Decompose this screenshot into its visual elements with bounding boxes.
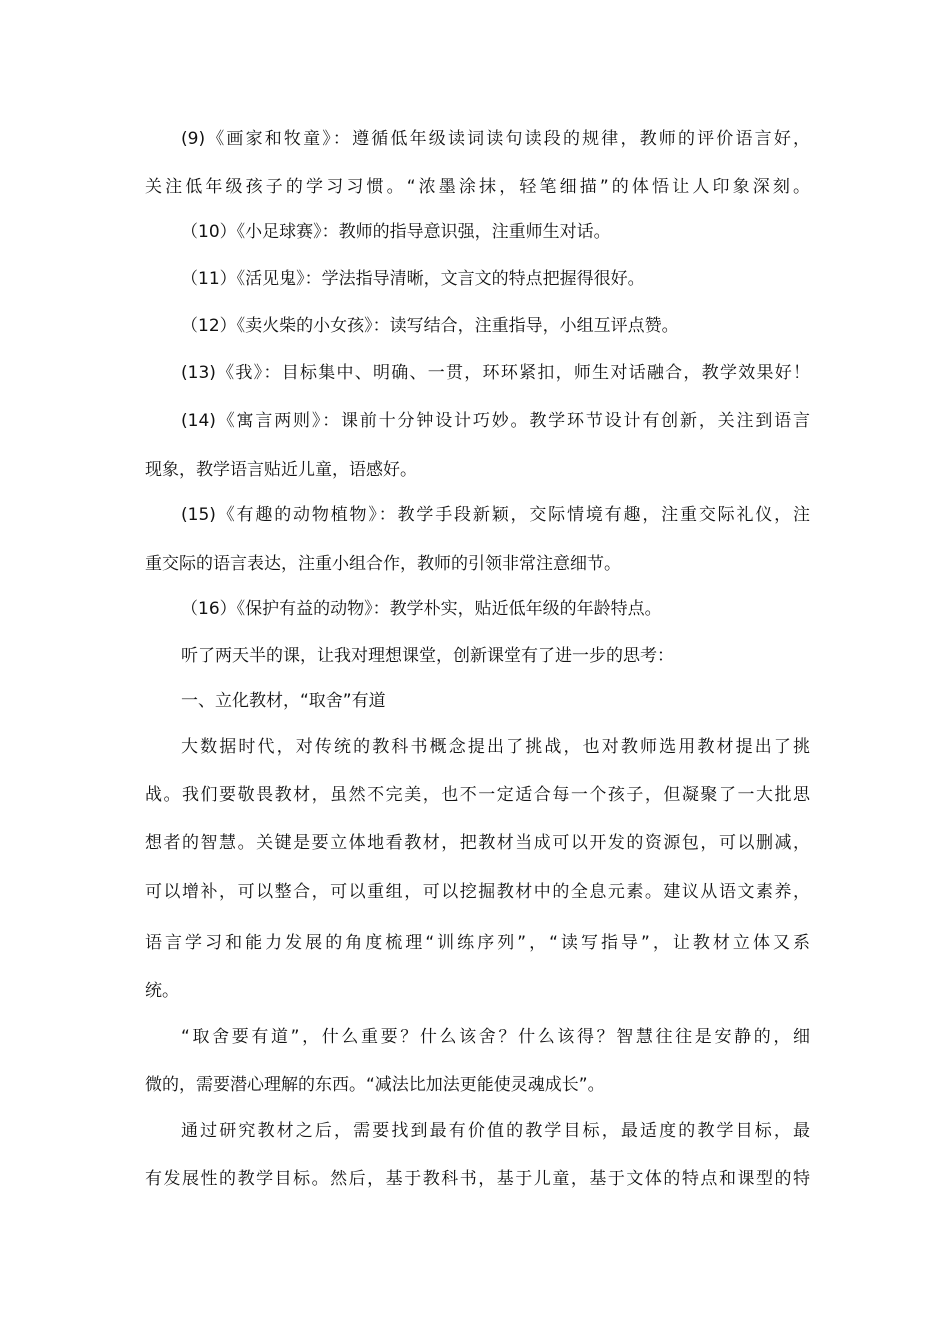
text-line: （10）《小足球赛》：教师的指导意识强，注重师生对话。 [181, 222, 611, 242]
text-line: 统。 [145, 981, 179, 1001]
text-line: 想者的智慧。关键是要立体地看教材，把教材当成可以开发的资源包，可以删减， [145, 833, 810, 853]
text-line: 战。我们要敬畏教材，虽然不完美，也不一定适合每一个孩子，但凝聚了一大批思 [145, 785, 810, 805]
text-line: 微的，需要潜心理解的东西。“减法比加法更能使灵魂成长”。 [145, 1075, 605, 1095]
section-heading: 一、立化教材，“取舍”有道 [181, 691, 386, 711]
text-line: 现象，教学语言贴近儿童，语感好。 [145, 460, 417, 480]
text-line: 重交际的语言表达，注重小组合作，教师的引领非常注意细节。 [145, 554, 621, 574]
text-line: (15)《有趣的动物植物》：教学手段新颖，交际情境有趣，注重交际礼仪，注 [181, 505, 810, 525]
text-line: 大数据时代，对传统的教科书概念提出了挑战，也对教师选用教材提出了挑 [181, 737, 810, 757]
text-line: 语言学习和能力发展的角度梳理“训练序列”，“读写指导”，让教材立体又系 [145, 933, 810, 953]
text-line: 关注低年级孩子的学习习惯。“浓墨涂抹，轻笔细描”的体悟让人印象深刻。 [145, 177, 810, 197]
text-line: （11）《活见鬼》：学法指导清晰，文言文的特点把握得很好。 [181, 269, 645, 289]
text-line: “取舍要有道”，什么重要？什么该舍？什么该得？智慧往往是安静的，细 [181, 1027, 810, 1047]
text-line: 通过研究教材之后，需要找到最有价值的教学目标，最适度的教学目标，最 [181, 1121, 810, 1141]
text-line: （16）《保护有益的动物》：教学朴实，贴近低年级的年龄特点。 [181, 599, 662, 619]
text-line: (9)《画家和牧童》：遵循低年级读词读句读段的规律，教师的评价语言好， [181, 129, 810, 149]
text-line: (14)《寓言两则》：课前十分钟设计巧妙。教学环节设计有创新，关注到语言 [181, 411, 810, 431]
text-line: 可以增补，可以整合，可以重组，可以挖掘教材中的全息元素。建议从语文素养， [145, 882, 810, 902]
text-line: 听了两天半的课，让我对理想课堂，创新课堂有了进一步的思考： [181, 646, 674, 666]
text-line: (13)《我》：目标集中、明确、一贯，环环紧扣，师生对话融合，教学效果好！ [181, 363, 810, 383]
text-line: （12）《卖火柴的小女孩》：读写结合，注重指导，小组互评点赞。 [181, 316, 679, 336]
text-line: 有发展性的教学目标。然后，基于教科书，基于儿童，基于文体的特点和课型的特 [145, 1169, 810, 1189]
